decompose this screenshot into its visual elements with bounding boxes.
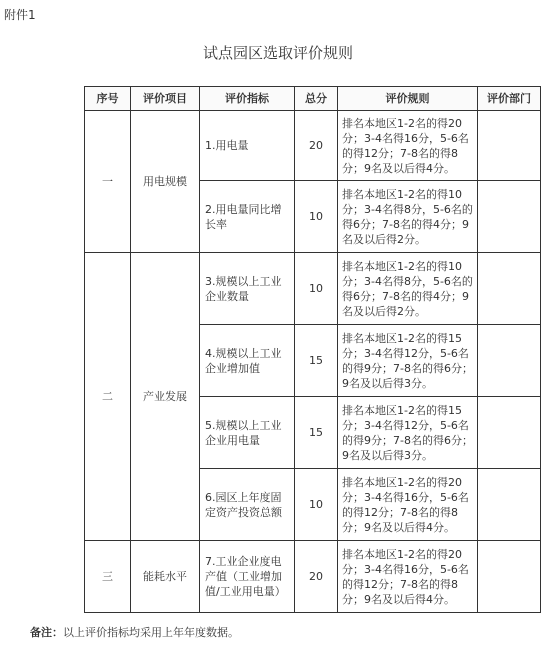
dept-cell bbox=[478, 111, 541, 181]
rule-cell: 排名本地区1-2名的得10分；3-4名得8分，5-6名的得6分；7-8名的得4分；9名及以后得2分。 bbox=[338, 181, 478, 253]
group-seq-cell: 二 bbox=[85, 253, 131, 541]
header-rule: 评价规则 bbox=[338, 87, 478, 111]
indicator-cell: 1.用电量 bbox=[200, 111, 295, 181]
rule-cell: 排名本地区1-2名的得10分；3-4名得8分，5-6名的得6分；7-8名的得4分；9名及以后得2分。 bbox=[338, 253, 478, 325]
header-indicator: 评价指标 bbox=[200, 87, 295, 111]
score-cell: 10 bbox=[295, 253, 338, 325]
header-dept: 评价部门 bbox=[478, 87, 541, 111]
attachment-label: 附件1 bbox=[4, 8, 36, 22]
page-title: 试点园区选取评价规则 bbox=[202, 44, 353, 62]
rule-cell: 排名本地区1-2名的得20分；3-4名得16分，5-6名的得12分；7-8名的得8分；9名及以后得4分。 bbox=[338, 469, 478, 541]
dept-cell bbox=[478, 325, 541, 397]
header-score: 总分 bbox=[295, 87, 338, 111]
header-seq: 序号 bbox=[85, 87, 131, 111]
indicator-cell: 2.用电量同比增长率 bbox=[200, 181, 295, 253]
header-item: 评价项目 bbox=[131, 87, 200, 111]
score-cell: 20 bbox=[295, 541, 338, 613]
indicator-cell: 5.规模以上工业企业用电量 bbox=[200, 397, 295, 469]
rule-cell: 排名本地区1-2名的得15分；3-4名得12分，5-6名的得9分；7-8名的得6分；9名及以后得3分。 bbox=[338, 325, 478, 397]
score-cell: 15 bbox=[295, 397, 338, 469]
table-row bbox=[85, 111, 541, 181]
dept-cell bbox=[478, 397, 541, 469]
footnote bbox=[30, 624, 239, 640]
table-header-row bbox=[85, 87, 541, 111]
rule-cell: 排名本地区1-2名的得20分；3-4名得16分，5-6名的得12分；7-8名的得8分；9名及以后得4分。 bbox=[338, 111, 478, 181]
rule-cell: 排名本地区1-2名的得15分；3-4名得12分，5-6名的得9分；7-8名的得6分；9名及以后得3分。 bbox=[338, 397, 478, 469]
score-cell: 20 bbox=[295, 111, 338, 181]
group-item-cell: 能耗水平 bbox=[131, 541, 200, 613]
group-item-cell: 用电规模 bbox=[131, 111, 200, 253]
group-seq-cell: 一 bbox=[85, 111, 131, 253]
score-cell: 10 bbox=[295, 469, 338, 541]
dept-cell bbox=[478, 541, 541, 613]
score-cell: 15 bbox=[295, 325, 338, 397]
table-row bbox=[85, 541, 541, 613]
indicator-cell: 6.园区上年度固定资产投资总额 bbox=[200, 469, 295, 541]
group-seq-cell: 三 bbox=[85, 541, 131, 613]
table-row bbox=[85, 253, 541, 325]
indicator-cell: 3.规模以上工业企业数量 bbox=[200, 253, 295, 325]
rule-cell: 排名本地区1-2名的得20分；3-4名得16分，5-6名的得12分；7-8名的得8分；9名及以后得4分。 bbox=[338, 541, 478, 613]
indicator-cell: 7.工业企业度电产值（工业增加值/工业用电量） bbox=[200, 541, 295, 613]
indicator-cell: 4.规模以上工业企业增加值 bbox=[200, 325, 295, 397]
footnote-text: 以上评价指标均采用上年年度数据。 bbox=[63, 626, 239, 639]
group-item-cell: 产业发展 bbox=[131, 253, 200, 541]
footnote-label: 备注： bbox=[30, 626, 63, 639]
score-cell: 10 bbox=[295, 181, 338, 253]
dept-cell bbox=[478, 469, 541, 541]
dept-cell bbox=[478, 253, 541, 325]
evaluation-table bbox=[84, 86, 541, 613]
dept-cell bbox=[478, 181, 541, 253]
